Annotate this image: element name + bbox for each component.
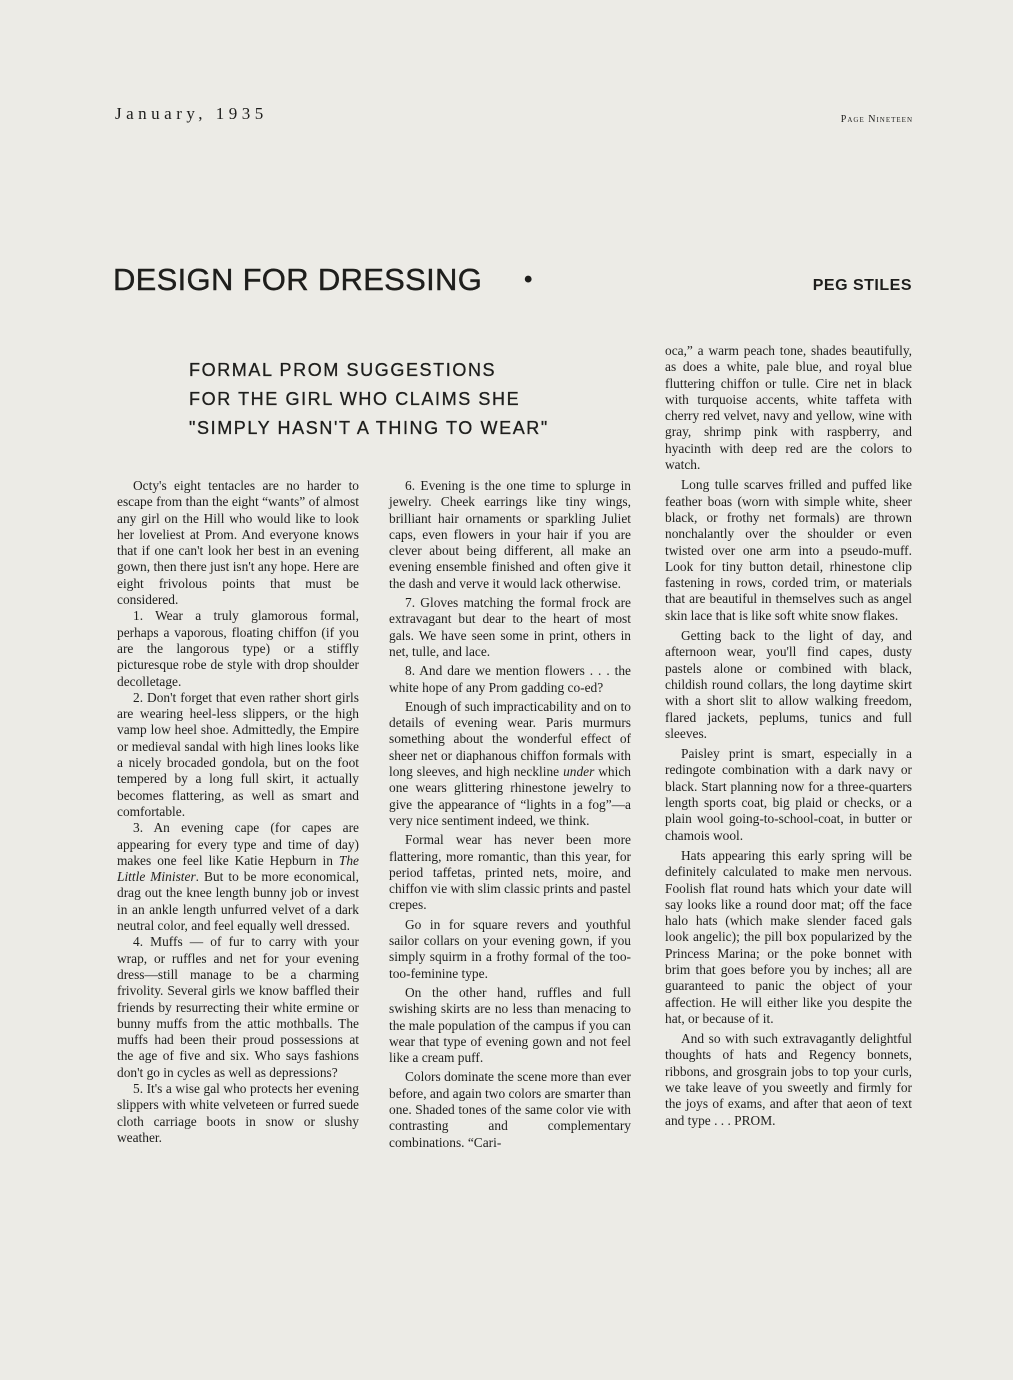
article-title: DESIGN FOR DRESSING [113,262,483,297]
text-column-1 [117,478,359,1146]
paragraph: On the other hand, ruffles and full swishing skirts are no less than menacing to the male population of the campus if you can wear that type of evening gown and not feel like a cream puff. [389,984,631,1066]
subtitle-line: "SIMPLY HASN'T A THING TO WEAR" [189,418,549,438]
paragraph: Getting back to the light of day, and afternoon wear, you'll find capes, dusty pastels alone or combined with black, childish round collars, the long daytime skirt with a short slit to allow walking freedom, flared jackets, peplums, tunics and full sleeves. [665,628,912,741]
paragraph [117,820,359,934]
paragraph: 6. Evening is the one time to splurge in jewelry. Cheek earrings like tiny wings, brilliant hair ornaments or sparkling Juliet caps, even flowers in your hair if you are clever about being different, all make an evening ensemble finished and often give it the dash and verve it would lack otherwise. [389,478,631,591]
text-column-2 [389,478,631,1154]
paragraph: And so with such extravagantly delightful thoughts of hats and Regency bonnets, ribbons, and grosgrain jobs to top your curls, we take leave of you sweetly and firmly for the joys of exams, and after that aeon of text and type . . . PROM. [665,1031,912,1128]
paragraph: Formal wear has never been more flattering, more romantic, than this year, for period taffetas, printed nets, moire, and chiffon vie with slim classic prints and pastel crepes. [389,832,631,913]
paragraph: Go in for square revers and youthful sailor collars on your evening gown, if you simply squirm in a frothy formal of the too-too-feminine type. [389,916,631,981]
paragraph: 1. Wear a truly glamorous formal, perhaps a vaporous, floating chiffon (if you are the langorous type) or a stiffly picturesque robe de style with drop shoulder decolletage. [117,608,359,689]
title-separator-bullet: • [524,266,533,293]
paragraph [389,699,631,829]
paragraph-text: . But to be more economical, drag out the knee length bunny job or invest in an ankle length unfurred velvet of a dark neutral color, and feel equally well dressed. [117,869,359,934]
film-title: The Little Minister [117,852,359,885]
paragraph: 4. Muffs — of fur to carry with your wrap, or ruffles and net for your evening dress—still manage to be a charming frivolity. Several girls we know baffled their friends by resurrecting their white ermine or bunny muffs from the attic mothballs. The muffs had been their proud possessions at the age of five and six. Who says fashions don't go in cycles as well as depressions? [117,934,359,1080]
paragraph: Paisley print is smart, especially in a redingote combination with a dark navy or black. Start planning now for a three-quarters length sports coat, big plaid or checks, or a plain wool going-to-school-coat, in butter or chamois wool. [665,746,912,843]
paragraph: Octy's eight tentacles are no harder to escape from than the eight “wants” of almost any girl on the Hill who would like to look her loveliest at Prom. And everyone knows that if one can't look her best in an evening gown, then there just isn't any hope. Here are eight frivolous points that must be considered. [117,478,359,608]
text-column-3 [665,343,912,1133]
paragraph: Long tulle scarves frilled and puffed like feather boas (worn with simple white, sheer black, or frothy net formals) are thrown nonchalantly over the shoulder or even twisted over one arm into a pseudo-muff. Look for tiny button detail, rhinestone clip fastening in rows, corded trim, or materials that are beautiful in themselves such as angel skin lace that is like soft white snow flakes. [665,477,912,623]
emphasis: under [563,764,595,780]
page-number-label: Page Nineteen [840,114,913,125]
paragraph-text: Enough of such impracticability and on to details of evening wear. Paris murmurs something about the wonderful effect of sheer net or diaphanous chiffon formals with long sleeves, and high neckline [389,698,631,780]
paragraph: 2. Don't forget that even rather short girls are wearing heel-less slippers, or the high vamp low heel shoe. Admittedly, the Empire or medieval sandal with high lines looks like a nicely brocaded gondola, but on the foot tempered by a long full skirt, it actually becomes flattering, as well as smart and comfortable. [117,689,359,819]
paragraph-text: 3. An evening cape (for capes are appearing for every type and time of day) makes one feel like Katie Hepburn in [117,820,359,868]
paragraph-text: which one wears glittering rhinestone jewelry to give the appearance of “lights in a fog”—a very nice sentiment indeed, we think. [389,764,631,828]
paragraph: Hats appearing this early spring will be definitely calculated to make men nervous. Foolish flat round hats which your date will say looks like a round door mat; off the face halo hats (which make slender faced gals look angelic); the pill box popularized by the Princess Marina; or the poke bonnet with brim that goes before you by inches; all are guaranteed to panic the object of your affection. He will either like you despite the hat, or because of it. [665,847,912,1026]
paragraph: 7. Gloves matching the formal frock are extravagant but dear to the heart of most gals. We have seen some in print, others in net, tulle, and lace. [389,595,631,659]
article-subtitle [189,356,569,443]
paragraph: oca,” a warm peach tone, shades beautifully, as does a white, pale blue, and royal blue fluttering chiffon or tulle. Cire net in black with turquoise accents, white taffeta with cherry red velvet, navy and yellow, wine with gray, shrimp pink with raspberry, and hyacinth with deep red are the colors to watch. [665,343,912,473]
issue-date: January, 1935 [115,104,268,123]
paragraph: Colors dominate the scene more than ever before, and again two colors are smarter than one. Shaded tones of the same color vie with contrasting and complementary combinations. “Cari- [389,1069,631,1150]
paragraph: 8. And dare we mention flowers . . . the white hope of any Prom gadding co-ed? [389,663,631,695]
subtitle-line: FORMAL PROM SUGGESTIONS [189,360,497,380]
author-byline: PEG STILES [812,277,912,294]
paragraph: 5. It's a wise gal who protects her evening slippers with white velveteen or furred suede cloth carriage boots in snow or slushy weather. [117,1080,359,1145]
subtitle-line: FOR THE GIRL WHO CLAIMS SHE [189,389,521,409]
